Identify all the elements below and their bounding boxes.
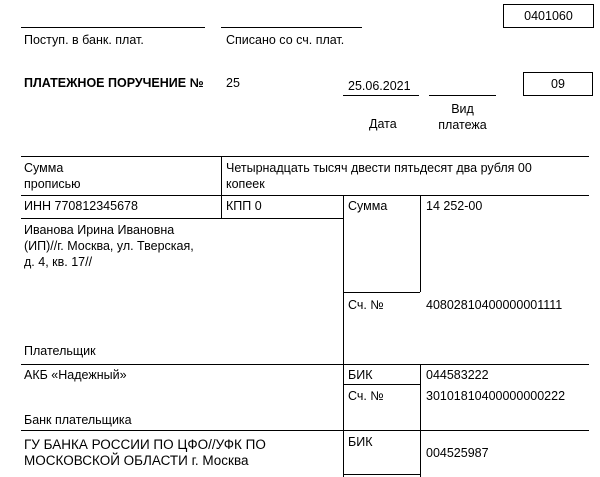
label-column-left-line	[343, 195, 344, 477]
payer-bank-name: АКБ «Надежный»	[24, 368, 127, 382]
payer-bank-corr-account: 30101810400000000222	[426, 389, 566, 403]
debited-line	[221, 27, 362, 28]
payer-inn: ИНН 770812345678	[24, 199, 138, 213]
payment-type-underline	[429, 95, 496, 96]
inn-kpp-divider	[221, 195, 222, 218]
debited-label: Списано со сч. плат.	[226, 33, 345, 47]
recipient-bank-bik-label: БИК	[348, 435, 373, 449]
value-column-left-line	[420, 195, 421, 292]
document-date: 25.06.2021	[348, 79, 411, 93]
payer-account: 40802810400000001111	[426, 298, 563, 312]
amount-words-divider	[221, 156, 222, 195]
date-label: Дата	[369, 117, 397, 131]
received-line	[21, 27, 205, 28]
received-label: Поступ. в банк. плат.	[24, 33, 144, 47]
payer-bank-bik: 044583222	[426, 368, 489, 382]
sum-row-bottom-line	[343, 292, 420, 293]
amount-words-label: Сумма прописью	[24, 161, 81, 191]
payer-row-bottom-line	[21, 364, 589, 365]
date-underline	[343, 95, 419, 96]
form-code-box	[503, 4, 594, 28]
payer-name: Иванова Ирина Ивановна (ИП)//г. Москва, ул. Тверская, д. 4, кв. 17//	[24, 223, 194, 269]
recipient-bik-bottom-line	[343, 474, 420, 475]
inn-row-bottom-line	[21, 218, 343, 219]
amount-words-bottom-line	[21, 195, 589, 196]
bik-row-bottom-line	[343, 384, 420, 385]
recipient-bank-name: ГУ БАНКА РОССИИ ПО ЦФО//УФК ПО МОСКОВСКОЙ ОБЛАСТИ г. Москва	[24, 437, 266, 468]
amount-words: Четырнадцать тысяч двести пятьдесят два рубля 00 копеек	[226, 161, 532, 191]
recipient-bank-bik: 004525987	[426, 446, 489, 460]
value-column-left-line-2	[420, 364, 421, 477]
document-title: ПЛАТЕЖНОЕ ПОРУЧЕНИЕ №	[24, 76, 204, 90]
payer-bank-bik-label: БИК	[348, 368, 373, 382]
payer-label: Плательщик	[24, 344, 96, 358]
form-code: 0401060	[524, 9, 573, 23]
payer-bank-label: Банк плательщика	[24, 413, 132, 427]
status-code: 09	[551, 77, 565, 91]
payer-kpp: КПП 0	[226, 199, 262, 213]
document-number: 25	[226, 76, 240, 90]
status-code-box	[523, 72, 593, 96]
payer-account-label: Сч. №	[348, 298, 384, 312]
payer-bank-bottom-line	[21, 430, 589, 431]
sum-value: 14 252-00	[426, 199, 483, 213]
payment-type-label: Вид платежа	[438, 102, 487, 132]
sum-label: Сумма	[348, 199, 388, 213]
payer-bank-corr-label: Сч. №	[348, 389, 384, 403]
table-top-line	[21, 156, 589, 157]
